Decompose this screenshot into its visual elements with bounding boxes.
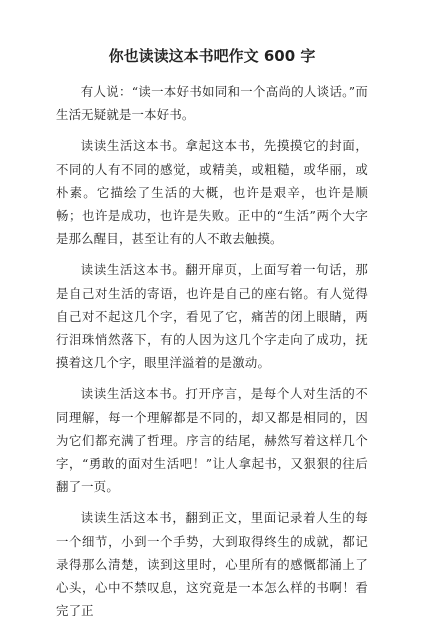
essay-body [56, 80, 368, 622]
paragraph-5: 读读生活这本书，翻到正文，里面记录着人生的每一个细节，小到一个手势，大到取得终生的成就，都记录得那么清楚，读到这里时，心里所有的感慨都涌上了心头，心中不禁叹息，这究竟是一本怎么样的书啊！看完了正 [56, 510, 368, 619]
paragraph-1: 有人说：“读一本好书如同和一个高尚的人谈话。”而生活无疑就是一本好书。 [56, 84, 368, 123]
page-title: 你也读读这本书吧作文 600 字 [108, 47, 316, 65]
paragraph-4: 读读生活这本书。打开序言，是每个人对生活的不同理解，每一个理解都是不同的，却又都是相同的，因为它们都充满了哲理。序言的结尾，赫然写着这样几个字，“勇敢的面对生活吧！”让人拿起书，又狠狠的往后翻了一页。 [56, 386, 368, 495]
paragraph-3: 读读生活这本书。翻开扉页，上面写着一句话，那是自己对生活的寄语，也许是自己的座右铭。有人觉得自己对不起这几个字，看见了它，痛苦的闭上眼睛，两行泪珠悄然落下，有的人因为这几个字走向了成功，抚摸着这几个字，眼里洋溢着的是激动。 [56, 262, 368, 371]
paragraph-2: 读读生活这本书。拿起这本书，先摸摸它的封面，不同的人有不同的感觉，或精美，或粗糙，或华丽，或朴素。它描绘了生活的大概，也许是艰辛，也许是顺畅；也许是成功，也许是失败。正中的“生活”两个大字是那么醒目，甚至让有的人不敢去触摸。 [56, 138, 368, 247]
